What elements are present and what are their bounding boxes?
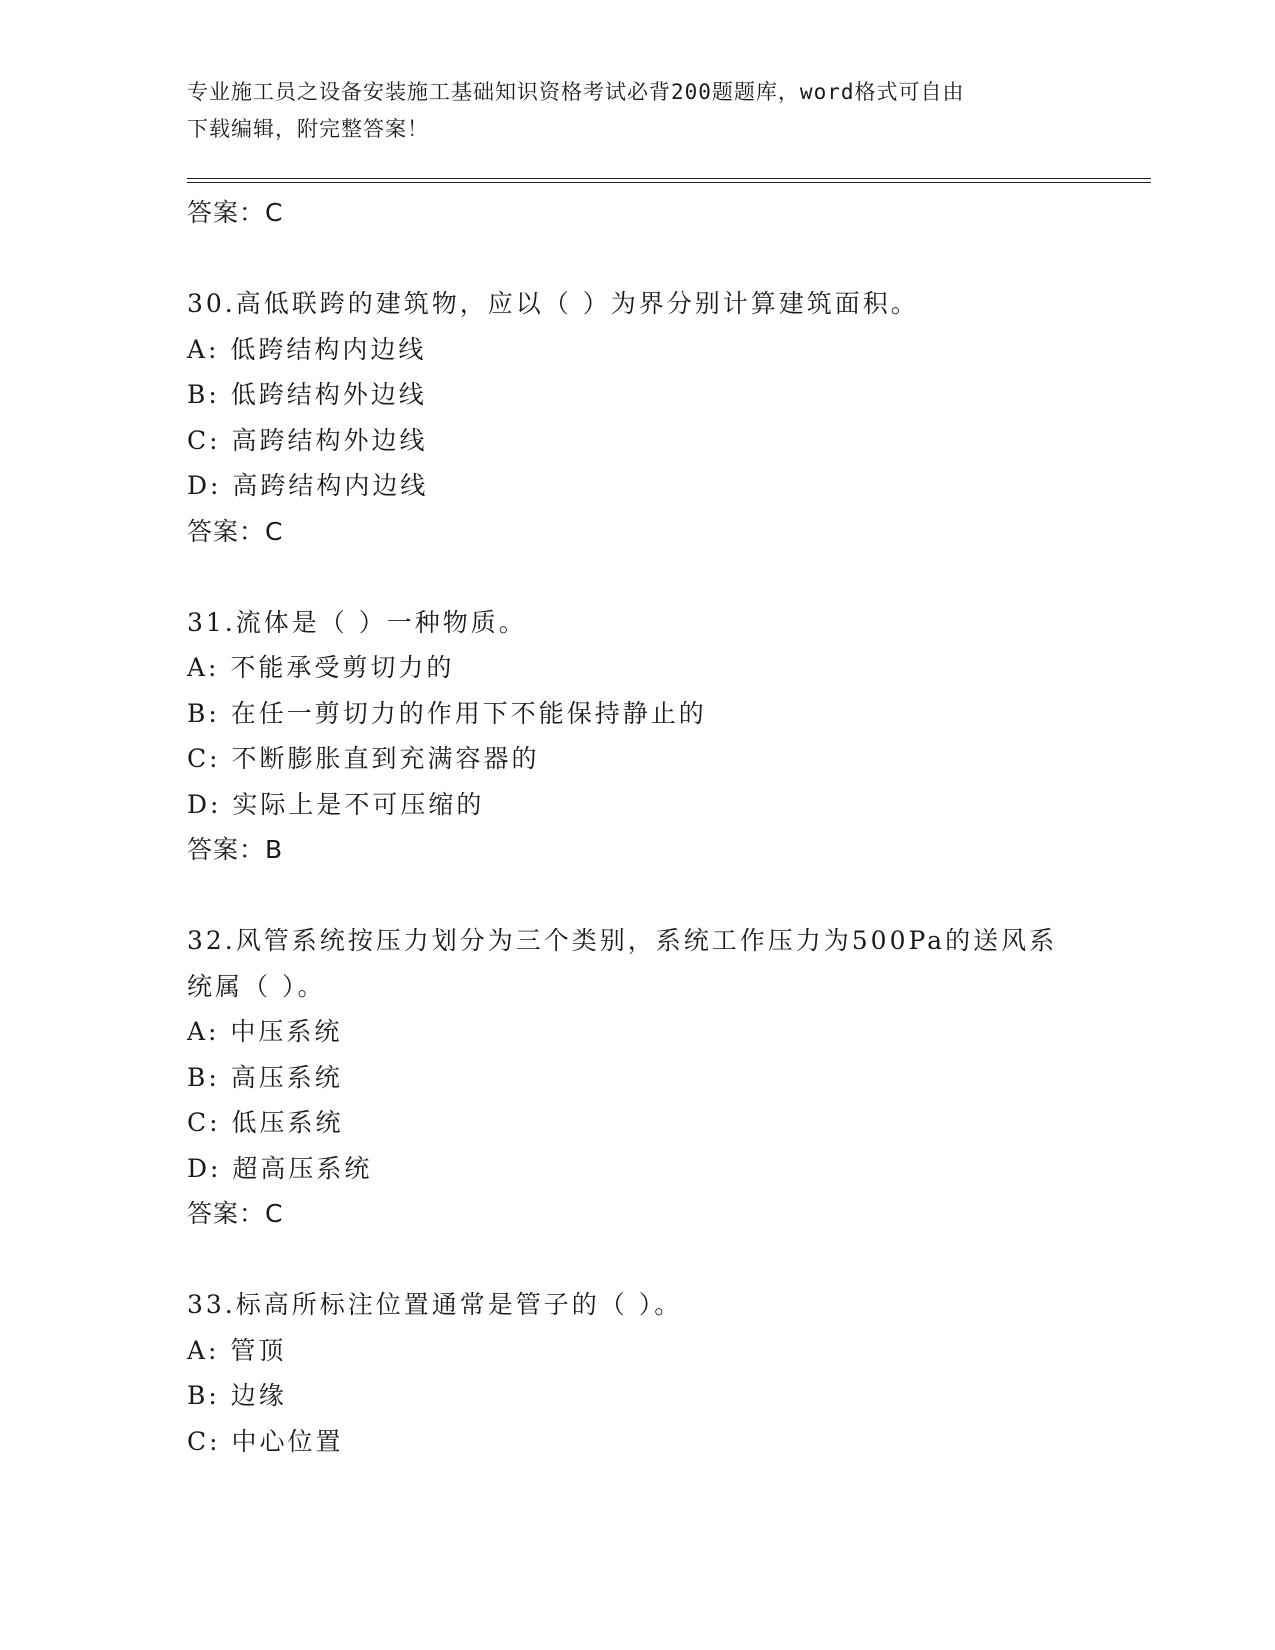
option-d: D: 超高压系统 [187, 1153, 373, 1183]
spacer [187, 1237, 1087, 1283]
spacer [187, 873, 1087, 919]
option-d: D: 高跨结构内边线 [187, 471, 429, 500]
question-stem: 31.流体是（ ）一种物质。 [187, 607, 527, 637]
option-b: B: 边缘 [187, 1381, 287, 1410]
option-c: C: 高跨结构外边线 [187, 425, 428, 455]
option-b: B: 高压系统 [187, 1062, 343, 1092]
answer: 答案：C [187, 516, 284, 546]
option-a: A: 不能承受剪切力的 [187, 653, 455, 682]
question-31 [187, 600, 1087, 873]
question-list [187, 190, 1087, 1464]
question-stem-line-1: 32.风管系统按压力划分为三个类别，系统工作压力为500Pa的送风系 [187, 926, 1058, 955]
header-line-2: 下载编辑，附完整答案！ [187, 117, 429, 141]
answer: 答案：B [187, 835, 284, 864]
header-divider-bottom [187, 182, 1151, 183]
spacer [187, 236, 1087, 282]
option-b: B: 在任一剪切力的作用下不能保持静止的 [187, 698, 707, 728]
option-a: A: 管顶 [187, 1335, 287, 1365]
question-stem-line-2: 统属（ ）。 [187, 971, 326, 1001]
question-stem: 33.标高所标注位置通常是管子的（ ）。 [187, 1290, 683, 1319]
header-divider-top [187, 178, 1151, 179]
option-d: D: 实际上是不可压缩的 [187, 789, 485, 819]
question-30 [187, 281, 1087, 554]
question-32 [187, 918, 1087, 1237]
option-c: C: 低压系统 [187, 1108, 344, 1137]
option-c: C: 不断膨胀直到充满容器的 [187, 744, 540, 773]
answer-prev: 答案：C [187, 198, 284, 227]
option-a: A: 中压系统 [187, 1017, 343, 1046]
option-a: A: 低跨结构内边线 [187, 334, 427, 364]
document-header [187, 74, 1087, 148]
option-c: C: 中心位置 [187, 1426, 344, 1456]
question-stem: 30.高低联跨的建筑物，应以（ ）为界分别计算建筑面积。 [187, 289, 919, 318]
answer: 答案：C [187, 1199, 284, 1228]
header-line-1: 专业施工员之设备安装施工基础知识资格考试必背200题题库，word格式可自由 [187, 80, 965, 104]
option-b: B: 低跨结构外边线 [187, 380, 427, 409]
spacer [187, 554, 1087, 600]
question-33 [187, 1282, 1087, 1464]
